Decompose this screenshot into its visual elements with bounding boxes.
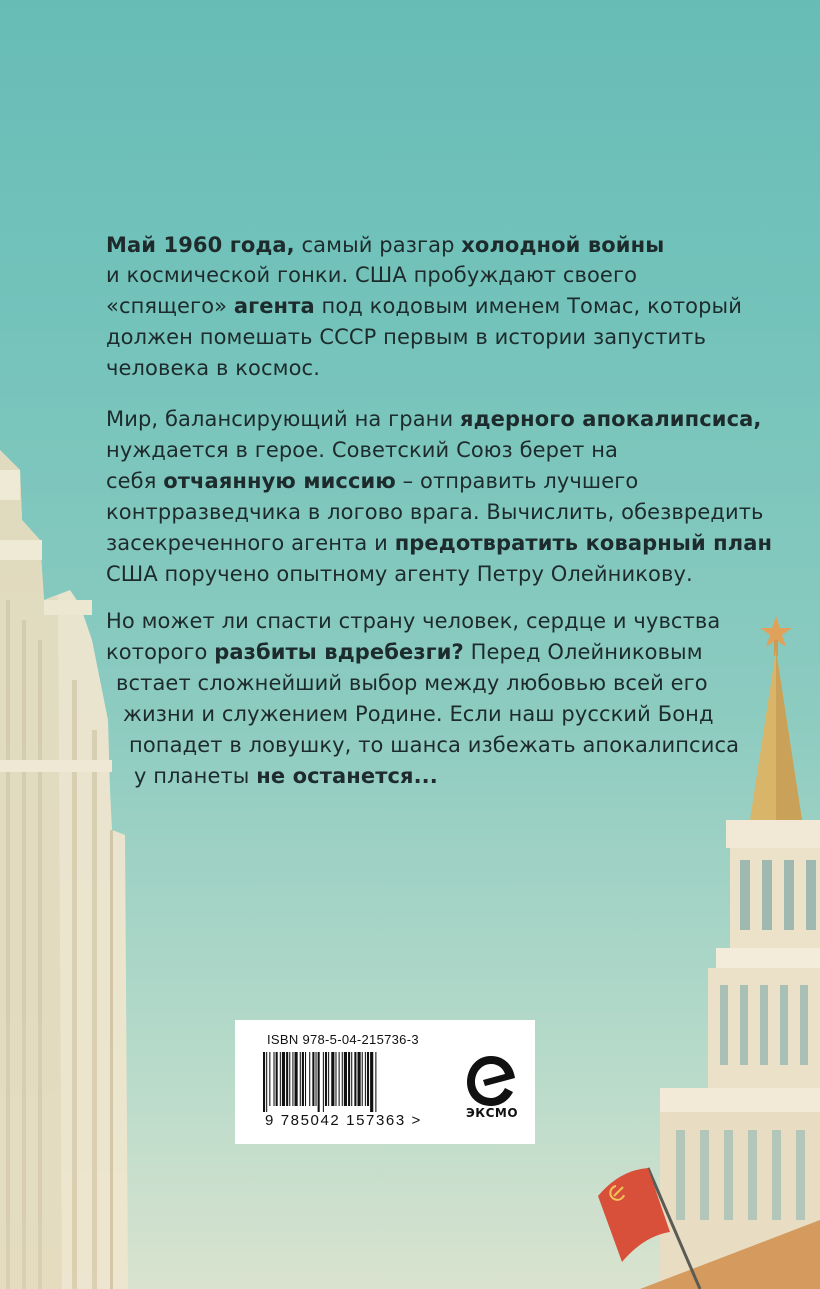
blurb-line bbox=[129, 730, 739, 760]
barcode-bar bbox=[323, 1052, 324, 1112]
blurb-text-segment: человека в космос. bbox=[106, 356, 320, 380]
barcode-bar bbox=[365, 1052, 366, 1106]
blurb-text-segment: встает сложнейший выбор между любовью всей его bbox=[116, 671, 708, 695]
blurb-line bbox=[106, 322, 706, 352]
barcode-bar bbox=[354, 1052, 356, 1106]
blurb-line bbox=[123, 699, 714, 729]
barcode-panel bbox=[235, 1020, 535, 1144]
blurb-text-segment: самый разгар bbox=[294, 233, 462, 257]
blurb-line bbox=[134, 761, 438, 791]
barcode-bar bbox=[328, 1052, 329, 1106]
blurb-line bbox=[106, 404, 762, 434]
barcode-bar bbox=[266, 1052, 267, 1112]
blurb-line bbox=[106, 606, 720, 636]
blurb-text-segment: США поручено опытному агенту Петру Олейникову. bbox=[106, 562, 693, 586]
blurb-line bbox=[106, 291, 742, 321]
blurb-text-segment: под кодовым именем Томас, который bbox=[314, 294, 742, 318]
blurb-line bbox=[106, 230, 664, 260]
barcode-bar bbox=[269, 1052, 270, 1106]
isbn-label: ISBN 978-5-04-215736-3 bbox=[267, 1032, 419, 1047]
blurb-bold-text: не останется... bbox=[256, 764, 438, 788]
blurb-text-segment: и космической гонки. США пробуждают своего bbox=[106, 263, 638, 287]
blurb-line bbox=[106, 435, 618, 465]
barcode-bar bbox=[351, 1052, 352, 1106]
blurb-line bbox=[106, 559, 693, 589]
blurb-line bbox=[106, 528, 772, 558]
barcode-bar bbox=[282, 1052, 285, 1106]
blurb-text-segment: у планеты bbox=[134, 764, 257, 788]
blurb-bold-text: разбиты вдребезги? bbox=[214, 640, 464, 664]
blurb-line bbox=[106, 260, 637, 290]
blurb-line bbox=[106, 353, 320, 383]
blurb-line bbox=[116, 668, 708, 698]
blurb-text-segment: засекреченного агента и bbox=[106, 531, 395, 555]
blurb-bold-text: отчаянную миссию bbox=[163, 469, 396, 493]
publisher-name: ЭКСМО bbox=[465, 1106, 519, 1120]
barcode-bar bbox=[331, 1052, 334, 1106]
barcode-bar bbox=[358, 1052, 361, 1106]
blurb-line bbox=[106, 637, 703, 667]
blurb-line bbox=[106, 466, 638, 496]
barcode-bar bbox=[370, 1052, 373, 1112]
blurb-bold-text: предотвратить коварный план bbox=[394, 531, 773, 555]
barcode-bar bbox=[295, 1052, 298, 1106]
barcode-bar bbox=[362, 1052, 363, 1106]
blurb-text-segment: должен помешать СССР первым в истории запустить bbox=[106, 325, 707, 349]
barcode-bar bbox=[367, 1052, 369, 1106]
barcode-bar bbox=[348, 1052, 350, 1106]
barcode-bar bbox=[280, 1052, 281, 1106]
blurb-text-segment: Перед Олейниковым bbox=[463, 640, 703, 664]
barcode-bar bbox=[312, 1052, 314, 1106]
barcode-bar bbox=[276, 1052, 278, 1106]
barcode-bar bbox=[318, 1052, 320, 1112]
blurb-text-segment: Но может ли спасти страну человек, сердце и чувства bbox=[106, 609, 721, 633]
barcode-bar bbox=[300, 1052, 301, 1106]
barcode-bar bbox=[335, 1052, 336, 1106]
barcode-bars bbox=[263, 1052, 427, 1112]
blurb-text-segment: «спящего» bbox=[106, 294, 234, 318]
barcode-bar bbox=[344, 1052, 347, 1106]
barcode-bar bbox=[309, 1052, 310, 1106]
blurb-text-segment: себя bbox=[106, 469, 164, 493]
blurb-bold-text: агента bbox=[233, 294, 315, 318]
blurb-line bbox=[106, 497, 764, 527]
barcode-bar bbox=[274, 1052, 275, 1106]
blurb-text-segment: попадет в ловушку, то шанса избежать апокалипсиса bbox=[129, 733, 740, 757]
barcode-bar bbox=[305, 1052, 306, 1106]
barcode-bar bbox=[339, 1052, 340, 1106]
barcode-bar bbox=[325, 1052, 327, 1106]
blurb-text-segment: контрразведчика в логово врага. Вычислить, обезвредить bbox=[106, 500, 764, 524]
barcode-bar bbox=[375, 1052, 376, 1112]
barcode-bar bbox=[342, 1052, 343, 1106]
blurb-bold-text: Май 1960 года, bbox=[106, 233, 295, 257]
barcode-bar bbox=[286, 1052, 288, 1106]
blurb-text-segment: Мир, балансирующий на грани bbox=[106, 407, 461, 431]
barcode-bar bbox=[292, 1052, 293, 1106]
blurb-text-segment: жизни и служением Родине. Если наш русский Бонд bbox=[123, 702, 714, 726]
barcode-digits: 9 785042 157363 > bbox=[265, 1112, 422, 1129]
blurb-text-segment: которого bbox=[106, 640, 215, 664]
blurb-bold-text: ядерного апокалипсиса, bbox=[460, 407, 762, 431]
blurb-text-segment: – отправить лучшего bbox=[395, 469, 639, 493]
barcode-bar bbox=[289, 1052, 290, 1106]
barcode-bar bbox=[263, 1052, 265, 1112]
blurb-bold-text: холодной войны bbox=[461, 233, 665, 257]
blurb-text-segment: нуждается в герое. Советский Союз берет на bbox=[106, 438, 619, 462]
barcode-bar bbox=[316, 1052, 317, 1106]
barcode-bar bbox=[302, 1052, 304, 1106]
